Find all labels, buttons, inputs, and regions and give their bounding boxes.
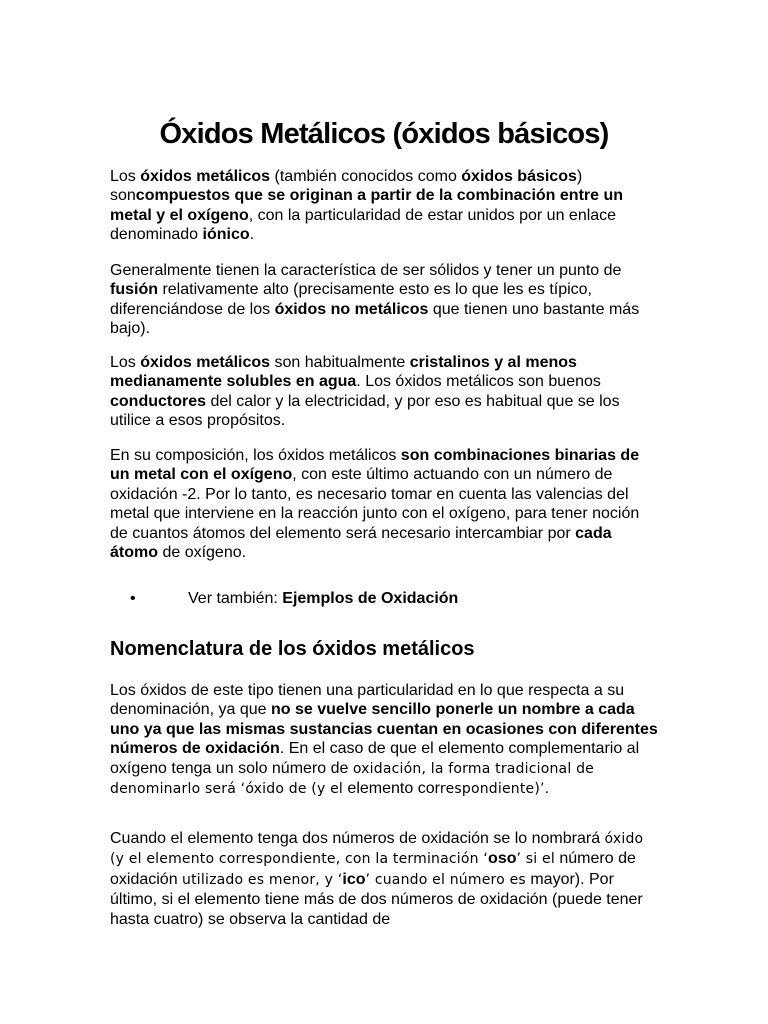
text: , con este último actuando con un número de oxidación -2. Por lo tanto, es necesario tomar en cuenta las valencias del metal que interviene en la reacción junto con el oxígeno, para tener noción de cuantos átomos del elemento será necesario intercambiar por xyxy=(110,466,640,542)
bold-text: oso xyxy=(488,850,517,868)
text: óxido (y el elemento correspondiente, con la terminación ‘ xyxy=(110,831,644,868)
text: de oxígeno. xyxy=(158,544,247,562)
text: Los óxidos de este tipo tienen una particularidad en lo que respecta a su denominación, ya que xyxy=(110,682,625,719)
text: (también conocidos como xyxy=(270,168,462,185)
text: relativamente alto (precisamente esto es lo que les es típico, diferenciándose de los xyxy=(110,281,592,318)
bold-text: cada átomo xyxy=(110,524,612,562)
text: . xyxy=(249,226,255,244)
page-title: Óxidos Metálicos (óxidos básicos) xyxy=(159,118,609,150)
paragraph-definition xyxy=(110,167,660,245)
paragraph-composition xyxy=(110,446,660,562)
text: , con la particularidad de estar unidos por un enlace denominado xyxy=(110,206,617,244)
paragraph-melting-point xyxy=(110,261,660,339)
text: del calor y la electricidad, y por eso es habitual que se los utilice a esos propósitos. xyxy=(110,392,620,430)
bold-text: óxidos no metálicos xyxy=(274,300,429,318)
bold-text: compuestos que se originan a partir de la combinación entre un metal y el oxígeno xyxy=(110,187,624,224)
paragraph-two-oxidation-numbers xyxy=(110,829,660,929)
text: que tienen uno bastante más bajo). xyxy=(110,300,640,338)
text: Cuando el elemento tenga dos números de oxidación se lo nombrará xyxy=(110,830,605,847)
text: ) son xyxy=(110,168,583,205)
text: Generalmente tienen la característica de ser sólidos y tener un punto de xyxy=(110,262,622,279)
text: Los xyxy=(110,168,141,185)
bold-text: óxidos metálicos xyxy=(140,354,271,371)
bold-text: iónico xyxy=(202,226,250,244)
bold-text: fusión xyxy=(110,281,158,299)
bold-text: no se vuelve sencillo ponerle un nombre a cada uno ya que las mismas sustancias cuentan en ocasiones con diferentes números de oxidación xyxy=(110,701,658,758)
paragraph-properties xyxy=(110,353,660,431)
bold-text: cristalinos y al menos medianamente solubles en agua xyxy=(110,354,577,391)
text: número de oxidación xyxy=(110,850,636,888)
text: Los xyxy=(110,354,141,371)
text: respondiente)’. xyxy=(439,781,550,798)
text: mayor). Por último, si el elemento tiene más de dos números de oxidación (puede tener hasta cuatro) se observa la cantidad de xyxy=(110,870,643,928)
text: . Los óxidos metálicos son buenos xyxy=(356,373,601,391)
bullet-icon: • xyxy=(130,590,136,607)
text: En su composición, los óxidos metálicos xyxy=(110,447,401,464)
section-heading: Nomenclatura de los óxidos metálicos xyxy=(110,638,475,660)
see-also-item xyxy=(188,589,458,609)
paragraph-nomenclature xyxy=(110,681,660,799)
bold-text: ico xyxy=(342,870,366,888)
bold-text: óxidos básicos xyxy=(461,168,577,185)
bold-text: conductores xyxy=(110,392,207,410)
text: oxidación, la forma tradicional de denominarlo será ‘óxido de (y el xyxy=(110,760,594,798)
text: utilizado es menor, y ‘ xyxy=(182,871,343,888)
bold-text: son combinaciones binarias de un metal con el oxígeno xyxy=(110,447,640,484)
text: son habitualmente xyxy=(270,354,410,371)
text: elemento cor xyxy=(342,780,440,798)
bold-text: óxidos metálicos xyxy=(140,168,271,185)
text: ’ si el xyxy=(516,851,555,868)
see-also-link[interactable]: Ejemplos de Oxidación xyxy=(282,590,459,607)
text: ’ cuando el número es xyxy=(365,871,526,888)
see-also-label: Ver también: xyxy=(188,590,283,607)
text: . En el caso de que el elemento complementario al oxígeno tenga un solo número de xyxy=(110,740,640,777)
